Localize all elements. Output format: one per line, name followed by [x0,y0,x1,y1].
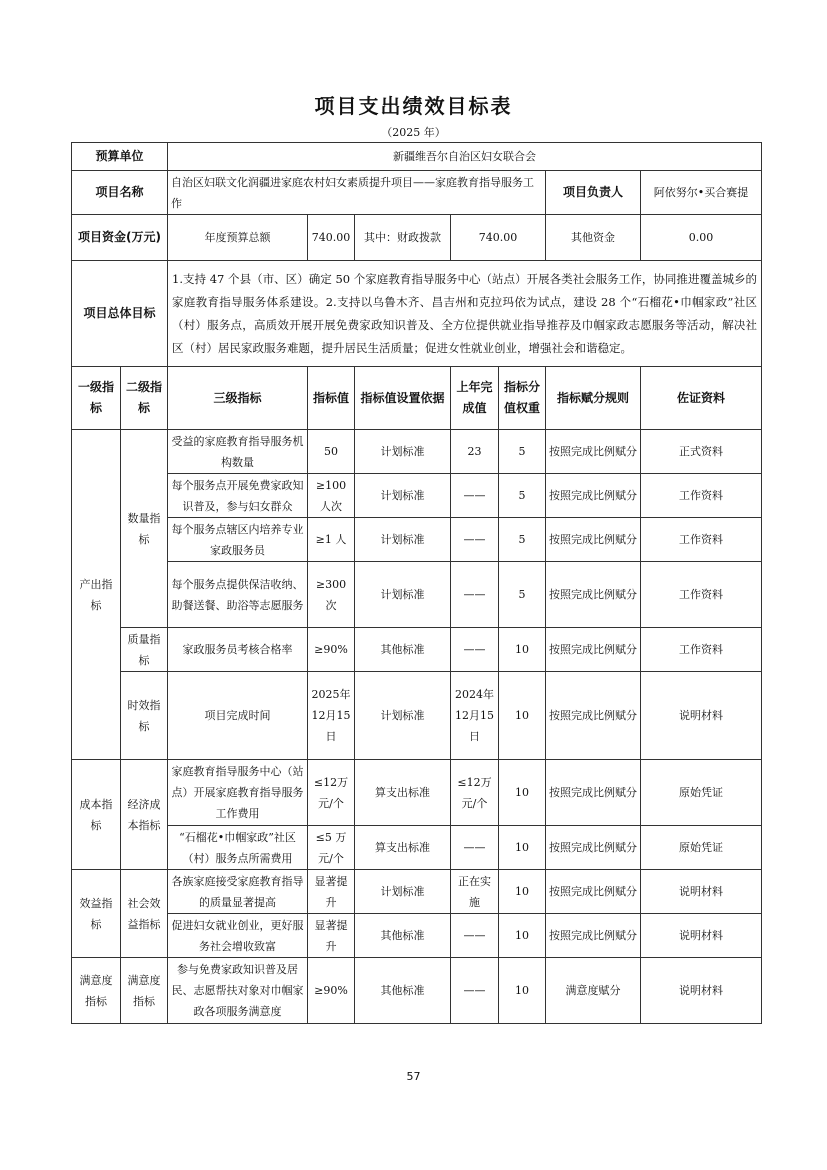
row-evidence: 工作资料 [641,518,762,562]
row-l3: 每个服务点辖区内培养专业家政服务员 [168,518,308,562]
row-value: ≤5 万元/个 [308,826,355,870]
row-l3: 每个服务点开展免费家政知识普及，参与妇女群众 [168,474,308,518]
subgroup-economic: 经济成本指标 [121,760,168,870]
subgroup-timeliness: 时效指标 [121,672,168,760]
row-last: ≤12万元/个 [451,760,499,826]
fiscal-label: 其中：财政拨款 [355,215,451,261]
row-last: 2024年12月15日 [451,672,499,760]
goal-label: 项目总体目标 [72,261,168,367]
row-value: ≥90% [308,958,355,1024]
col-level1: 一级指标 [72,367,121,430]
col-rule: 指标赋分规则 [546,367,641,430]
row-evidence: 说明材料 [641,870,762,914]
group-cost: 成本指标 [72,760,121,870]
group-benefit: 效益指标 [72,870,121,958]
col-level3: 三级指标 [168,367,308,430]
row-evidence: 说明材料 [641,672,762,760]
row-rule: 按照完成比例赋分 [546,474,641,518]
row-l3: 各族家庭接受家庭教育指导的质量显著提高 [168,870,308,914]
row-value: 50 [308,430,355,474]
row-last: —— [451,518,499,562]
fund-label: 项目资金(万元) [72,215,168,261]
row-rule: 按照完成比例赋分 [546,628,641,672]
project-value: 自治区妇联文化润疆进家庭农村妇女素质提升项目——家庭教育指导服务工作 [168,171,546,215]
row-value: ≤12万元/个 [308,760,355,826]
row-last: —— [451,474,499,518]
other-value: 0.00 [641,215,762,261]
unit-label: 预算单位 [72,143,168,171]
row-l3: 家庭教育指导服务中心（站点）开展家庭教育指导服务工作费用 [168,760,308,826]
col-value: 指标值 [308,367,355,430]
subgroup-quality: 质量指标 [121,628,168,672]
row-rule: 按照完成比例赋分 [546,430,641,474]
page-title: 项目支出绩效目标表 [314,94,513,118]
row-basis: 计划标准 [355,672,451,760]
row-rule: 按照完成比例赋分 [546,870,641,914]
row-basis: 计划标准 [355,474,451,518]
row-l3: 促进妇女就业创业，更好服务社会增收致富 [168,914,308,958]
row-value: ≥90% [308,628,355,672]
row-weight: 10 [499,628,546,672]
leader-value: 阿依努尔•买合赛提 [641,171,762,215]
row-value: ≥100人次 [308,474,355,518]
project-label: 项目名称 [72,171,168,215]
annual-value: 740.00 [308,215,355,261]
col-weight: 指标分值权重 [499,367,546,430]
row-l3: 参与免费家政知识普及居民、志愿帮扶对象对巾帼家政各项服务满意度 [168,958,308,1024]
row-value: 2025年12月15日 [308,672,355,760]
row-evidence: 原始凭证 [641,760,762,826]
row-l3: 受益的家庭教育指导服务机构数量 [168,430,308,474]
row-basis: 计划标准 [355,430,451,474]
row-weight: 10 [499,760,546,826]
row-evidence: 说明材料 [641,914,762,958]
row-evidence: 工作资料 [641,628,762,672]
subgroup-social: 社会效益指标 [121,870,168,958]
fiscal-value: 740.00 [451,215,546,261]
group-output: 产出指标 [72,430,121,760]
row-last: —— [451,628,499,672]
unit-value: 新疆维吾尔自治区妇女联合会 [168,143,762,171]
row-basis: 其他标准 [355,958,451,1024]
goal-value: 1.支持 47 个县（市、区）确定 50 个家庭教育指导服务中心（站点）开展各类社会服务工作，协同推进覆盖城乡的家庭教育指导服务体系建设。2.支持以乌鲁木齐、昌吉州和克拉玛依为试点，建设 28 个“石榴花•巾帼家政”社区（村）服务点，高质效开展开展免费家政知识普及、全方位提供就业指导推荐及巾帼家政志愿服务等活动，解决社区（村）居民家政服务难题，提升居民生活质量；促进女性就业创业，增强社会和谐稳定。 [168,261,762,367]
row-evidence: 工作资料 [641,474,762,518]
row-last: —— [451,914,499,958]
row-basis: 计划标准 [355,518,451,562]
leader-label: 项目负责人 [546,171,641,215]
row-basis: 其他标准 [355,914,451,958]
row-l3: 家政服务员考核合格率 [168,628,308,672]
row-last: 23 [451,430,499,474]
row-last: —— [451,562,499,628]
row-evidence: 工作资料 [641,562,762,628]
row-rule: 按照完成比例赋分 [546,672,641,760]
row-value: 显著提升 [308,870,355,914]
subgroup-satisfaction: 满意度指标 [121,958,168,1024]
subgroup-quantity: 数量指标 [121,430,168,628]
row-weight: 10 [499,914,546,958]
row-rule: 按照完成比例赋分 [546,760,641,826]
row-weight: 10 [499,672,546,760]
col-basis: 指标值设置依据 [355,367,451,430]
row-rule: 按照完成比例赋分 [546,914,641,958]
other-label: 其他资金 [546,215,641,261]
row-last: —— [451,958,499,1024]
col-evidence: 佐证资料 [641,367,762,430]
group-satisfaction: 满意度指标 [72,958,121,1024]
row-weight: 10 [499,958,546,1024]
annual-label: 年度预算总额 [168,215,308,261]
row-basis: 算支出标准 [355,826,451,870]
row-basis: 计划标准 [355,870,451,914]
row-l3: “石榴花•巾帼家政”社区（村）服务点所需费用 [168,826,308,870]
col-level2: 二级指标 [121,367,168,430]
row-rule: 按照完成比例赋分 [546,826,641,870]
row-weight: 10 [499,826,546,870]
performance-table [71,142,762,1024]
row-last: —— [451,826,499,870]
row-value: 显著提升 [308,914,355,958]
row-weight: 10 [499,870,546,914]
row-rule: 按照完成比例赋分 [546,518,641,562]
row-l3: 每个服务点提供保洁收纳、助餐送餐、助浴等志愿服务 [168,562,308,628]
row-l3: 项目完成时间 [168,672,308,760]
row-value: ≥300次 [308,562,355,628]
row-weight: 5 [499,518,546,562]
row-weight: 5 [499,430,546,474]
row-evidence: 正式资料 [641,430,762,474]
col-last-year: 上年完成值 [451,367,499,430]
row-basis: 算支出标准 [355,760,451,826]
row-basis: 其他标准 [355,628,451,672]
row-last: 正在实施 [451,870,499,914]
year-label: （2025 年） [381,126,446,139]
row-basis: 计划标准 [355,562,451,628]
row-rule: 按照完成比例赋分 [546,562,641,628]
row-value: ≥1 人 [308,518,355,562]
row-weight: 5 [499,562,546,628]
row-weight: 5 [499,474,546,518]
page-number: 57 [406,1070,421,1083]
row-rule: 满意度赋分 [546,958,641,1024]
row-evidence: 原始凭证 [641,826,762,870]
row-evidence: 说明材料 [641,958,762,1024]
